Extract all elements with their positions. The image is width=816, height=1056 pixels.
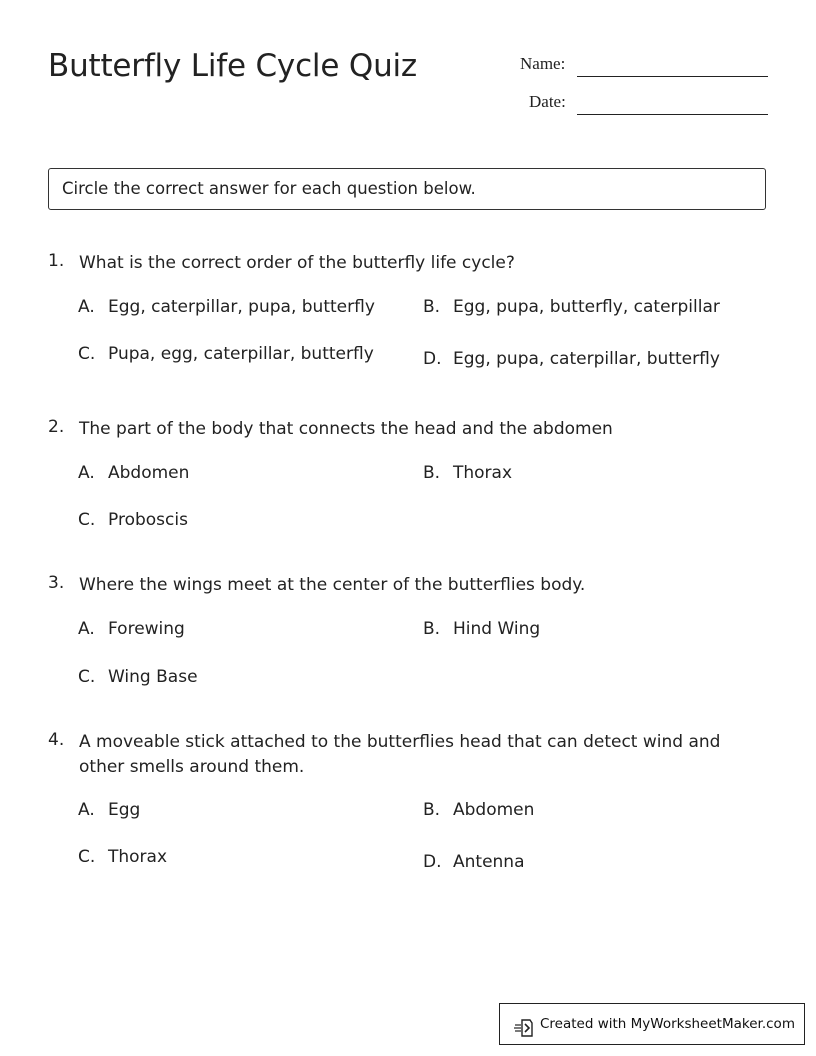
option-letter: C.	[78, 510, 96, 530]
option-text: Egg, pupa, caterpillar, butterfly	[453, 349, 720, 369]
option-letter: D.	[423, 852, 442, 872]
page-title: Butterfly Life Cycle Quiz	[48, 48, 417, 84]
name-label: Name:	[520, 54, 566, 73]
question-text: What is the correct order of the butterfly life cycle?	[79, 253, 515, 273]
option-text: Egg	[108, 800, 141, 820]
instructions-box	[48, 168, 766, 210]
date-label: Date:	[529, 92, 566, 111]
question-number: 3.	[48, 573, 65, 593]
option-text: Egg, pupa, butterfly, caterpillar	[453, 297, 720, 317]
question-text: A moveable stick attached to the butterflies head that can detect wind and other smells around them.	[79, 732, 721, 777]
question-1	[48, 251, 768, 281]
option-letter: D.	[423, 349, 442, 369]
worksheet-logo-icon	[514, 1014, 534, 1034]
option-text: Abdomen	[453, 800, 535, 820]
option-text: Wing Base	[108, 667, 198, 687]
option-text: Egg, caterpillar, pupa, butterfly	[108, 297, 375, 317]
option-text: Thorax	[108, 847, 168, 867]
option-text: Abdomen	[108, 463, 190, 483]
question-text: Where the wings meet at the center of the butterflies body.	[79, 575, 586, 595]
question-text: The part of the body that connects the head and the abdomen	[79, 419, 613, 439]
option-letter: A.	[78, 463, 95, 483]
name-line[interactable]	[577, 76, 768, 77]
option-letter: B.	[423, 619, 441, 639]
question-3	[48, 573, 768, 603]
question-number: 4.	[48, 730, 65, 750]
option-text: Antenna	[453, 852, 525, 872]
instructions-text: Circle the correct answer for each question below.	[62, 179, 476, 198]
option-text: Thorax	[453, 463, 513, 483]
option-letter: C.	[78, 667, 96, 687]
option-letter: A.	[78, 297, 95, 317]
question-4	[48, 730, 768, 782]
question-number: 2.	[48, 417, 65, 437]
option-letter: A.	[78, 619, 95, 639]
question-2	[48, 417, 768, 447]
option-text: Hind Wing	[453, 619, 541, 639]
option-text: Proboscis	[108, 510, 188, 530]
option-letter: A.	[78, 800, 95, 820]
option-letter: B.	[423, 463, 441, 483]
option-text: Forewing	[108, 619, 185, 639]
option-letter: C.	[78, 344, 96, 364]
credit-badge[interactable]	[499, 1003, 805, 1045]
date-line[interactable]	[577, 114, 768, 115]
option-letter: B.	[423, 800, 441, 820]
option-text: Pupa, egg, caterpillar, butterfly	[108, 344, 374, 364]
credit-text: Created with MyWorksheetMaker.com	[540, 1016, 795, 1032]
question-number: 1.	[48, 251, 65, 271]
option-letter: C.	[78, 847, 96, 867]
option-letter: B.	[423, 297, 441, 317]
